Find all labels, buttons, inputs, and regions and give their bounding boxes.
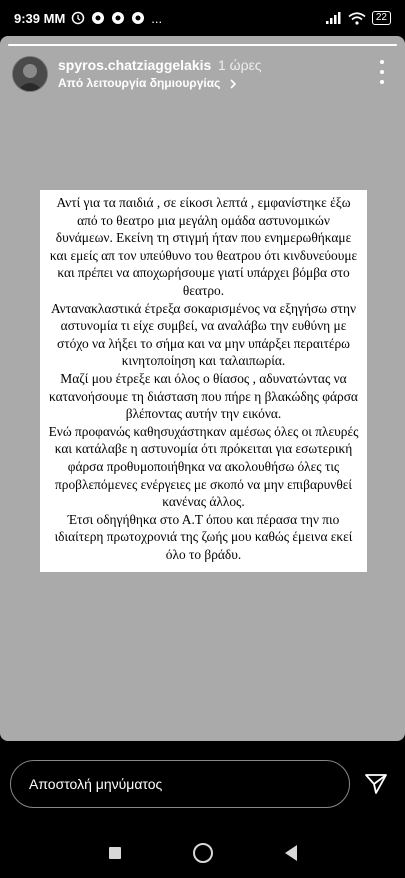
story-text-line: Έτσι οδηγήθηκα στο Α.Τ όπου και πέρασα την πιο [67,511,340,527]
story-text-line: κατανοήσουμε τη διάσταση που πήρε η βλακώδης φάρσα [49,388,358,404]
signal-icon [326,12,342,24]
story-header [12,54,393,94]
back-button[interactable] [285,845,297,861]
story-text-line: βλέποντας αυτήν την εικόνα. [125,406,282,422]
story-text-line: δυνάμεων. Εκείνη τη στιγμή ήταν που ενημερωθήκαμε [55,230,352,246]
story-text-line: Αντανακλαστικά έτρεξα σοκαρισμένος να εξηγήσω στην [50,300,357,316]
status-right [326,11,391,25]
story-text-line: και κατάλαβε η αστυνομία ότι πρόκειται για εσωτερική [54,441,353,457]
chrome-icon [91,11,105,25]
reply-input[interactable] [10,760,350,808]
send-icon[interactable] [364,772,388,796]
avatar[interactable] [12,56,48,92]
recents-button[interactable] [109,847,121,859]
status-left [14,11,162,26]
story-text-line: θεατρο. [182,282,225,298]
story-text-line: στόχο να λήξει το σήμα και να μην υπάρξει περαιτέρω [57,335,350,351]
story-text-card [40,190,367,572]
battery-icon: 22 [372,11,391,25]
chrome-icon [131,11,145,25]
story-text-line: και εμείς απ τον υπεύθυνο του θεατρου ότι κινδυνεύουμε [49,247,358,263]
story-text-line: κινητοποίηση και ταλαιπωρία. [121,353,286,369]
story-text-line: Αντί για τα παιδιά , σε είκοσι λεπτά , εμφανίστηκε έξω [56,195,351,210]
story-text-line: φάρσα προθυμοποιήθηκα να ακολουθήσω όλες τις [67,458,340,474]
story-text-line: από το θεατρο μια μεγάλη ομάδα αστυνομικών [77,212,330,228]
story-text-line: προβλεπόμενες ενέργειες με σκοπό να μην επιβαρυνθεί [55,476,352,492]
story-text-line: Μαζί μου έτρεξε και όλος ο θίασος , αδυνατώντας να [60,370,347,386]
story-text-line: όλο το βράδυ. [165,546,242,562]
story-text-line: και πρέπει να αποχωρήσουμε γιατί υπάρχει βόμβα στο [57,265,350,281]
story-progress-fill [8,44,397,46]
status-more: ... [151,10,163,26]
more-options-icon[interactable] [375,60,389,84]
chrome-icon [111,11,125,25]
story-text-line: ιδιαίτερη πρωτοχρονιά της ζωής μου καθώς έμεινα εκεί [54,529,353,545]
username[interactable]: spyros.chatziaggelakis [58,57,212,73]
story-subtitle-link[interactable] [58,76,238,90]
status-time: 9:39 MM [14,10,66,26]
wifi-icon [348,12,366,25]
story-text-line: Ενώ προφανώς καθησυχάστηκαν αμέσως όλες οι πλευρές [48,423,359,439]
status-bar [0,0,405,36]
system-nav-bar [0,828,405,878]
story-text-line: κανένας άλλος. [162,494,245,510]
story-text-line: αστυνομία τι είχε συμβεί, να αναλάβω την ευθύνη με [60,318,347,334]
story-progress-bar [8,44,397,46]
chevron-right-icon [228,79,238,89]
home-button[interactable] [193,843,213,863]
notification-icon [71,11,85,25]
story-subtitle-text: Από λειτουργία δημιουργίας [58,76,221,90]
story-time-ago: 1 ώρες [218,57,262,73]
reply-placeholder: Αποστολή μηνύματος [29,776,163,792]
story-view[interactable] [0,36,405,741]
avatar-image [13,57,47,91]
